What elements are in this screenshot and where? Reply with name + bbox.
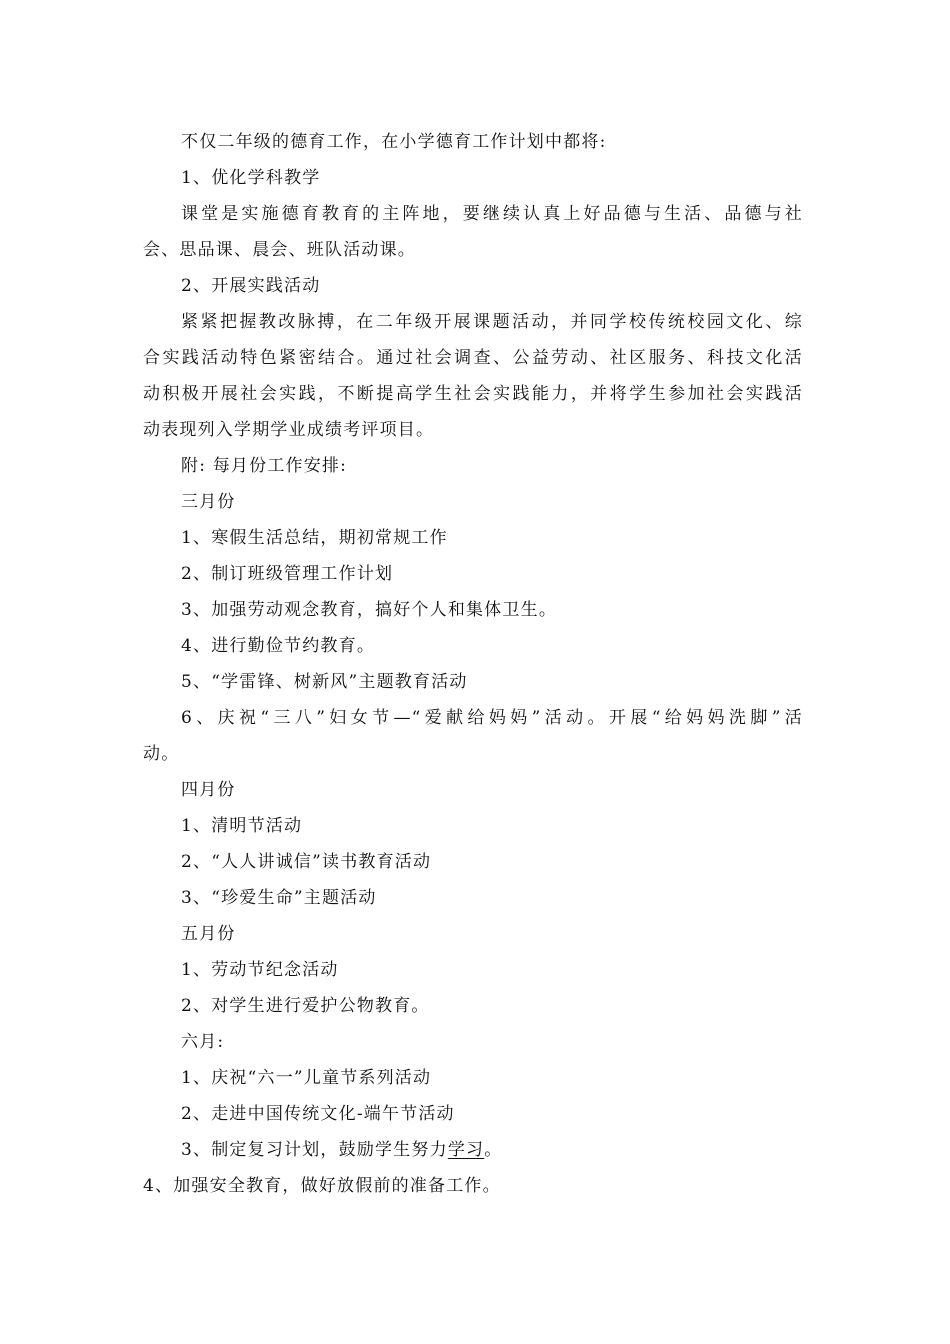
list-item: 2、制订班级管理工作计划: [181, 564, 394, 584]
paragraph-line: 会、思品课、晨会、班队活动课。: [143, 240, 416, 260]
paragraph-line: 合实践活动特色紧密结合。通过社会调查、公益劳动、社区服务、科技文化活: [143, 348, 803, 368]
intro-paragraph: 不仅二年级的德育工作，在小学德育工作计划中都将:: [181, 132, 607, 152]
month-title-march: 三月份: [181, 492, 236, 512]
month-title-may: 五月份: [181, 924, 236, 944]
list-item-continuation: 动。: [143, 744, 180, 764]
paragraph-line: 紧紧把握教改脉搏，在二年级开展课题活动，并同学校传统校园文化、综: [181, 312, 803, 332]
study-link[interactable]: 学习: [447, 1140, 485, 1160]
paragraph-line: 课堂是实施德育教育的主阵地，要继续认真上好品德与生活、品德与社: [181, 204, 803, 224]
list-item: 2、“人人讲诚信”读书教育活动: [181, 852, 432, 872]
section-heading-practice: 2、开展实践活动: [181, 276, 321, 296]
list-item-text: 3、制定复习计划，鼓励学生努力: [181, 1140, 448, 1160]
section-heading-teaching: 1、优化学科教学: [181, 168, 321, 188]
list-item: 1、清明节活动: [181, 816, 303, 836]
list-item: 3、加强劳动观念教育，搞好个人和集体卫生。: [181, 600, 558, 620]
list-item: 5、“学雷锋、树新风”主题教育活动: [181, 672, 468, 692]
list-item: 4、进行勤俭节约教育。: [181, 636, 376, 656]
list-item: 2、走进中国传统文化-端午节活动: [181, 1104, 455, 1124]
list-item-end: 。: [484, 1140, 503, 1160]
list-item: 3、“珍爱生命”主题活动: [181, 888, 377, 908]
appendix-title: 附: 每月份工作安排:: [181, 456, 348, 476]
list-item: 2、对学生进行爱护公物教育。: [181, 996, 430, 1016]
list-item: 1、寒假生活总结，期初常规工作: [181, 528, 448, 548]
list-item: 6、庆祝“三八”妇女节—“爱献给妈妈”活动。开展“给妈妈洗脚”活: [181, 708, 803, 728]
list-item: [143, 1132, 803, 1168]
list-item: 1、庆祝“六一”儿童节系列活动: [181, 1068, 432, 1088]
paragraph-line: 动表现列入学期学业成绩考评项目。: [143, 420, 435, 440]
list-item: 1、劳动节纪念活动: [181, 960, 339, 980]
paragraph-line: 动积极开展社会实践，不断提高学生社会实践能力，并将学生参加社会实践活: [143, 384, 803, 404]
list-item: 4、加强安全教育，做好放假前的准备工作。: [143, 1176, 501, 1196]
document-body: [143, 124, 803, 1204]
month-title-april: 四月份: [181, 780, 236, 800]
month-title-june: 六月:: [181, 1032, 225, 1052]
